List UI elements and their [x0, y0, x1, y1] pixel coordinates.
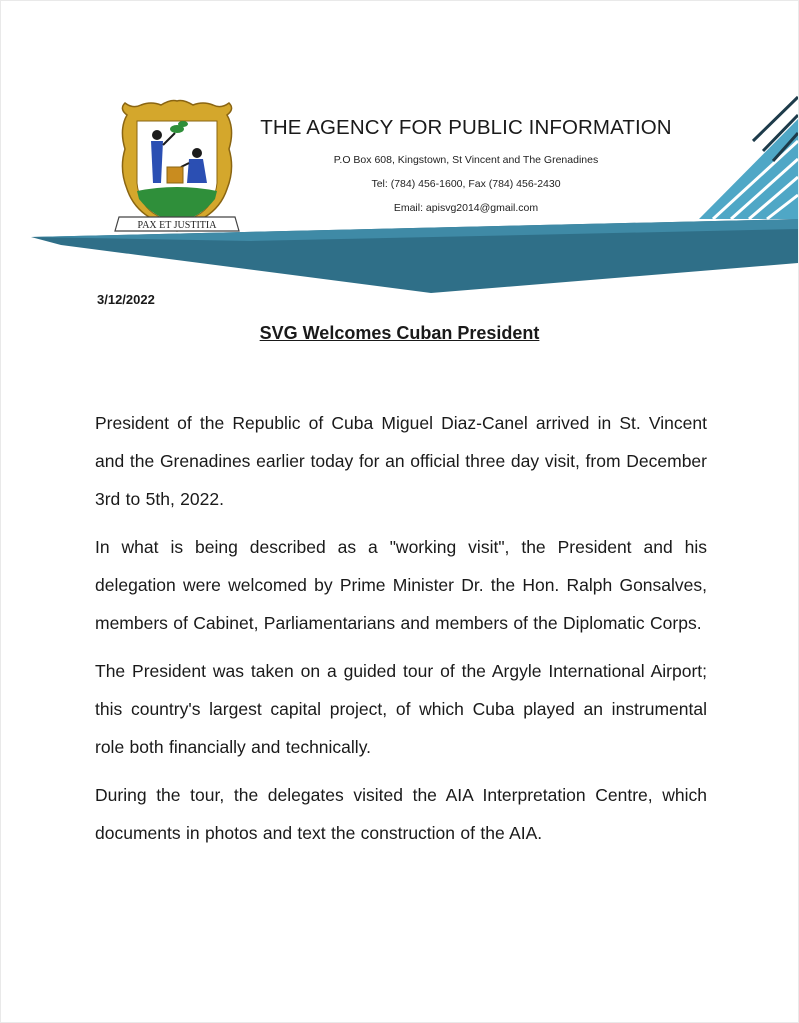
body-paragraph-2: In what is being described as a "working visit", the President and his delegation were welcomed by Prime Minister Dr. the Hon. Ralph Gonsalves, members of Cabinet, Parliamentarians and members of the Diplomatic Corps.: [95, 537, 707, 633]
document-page: [1, 1, 798, 1022]
crest-motto: PAX ET JUSTITIA: [137, 220, 217, 231]
body-paragraph-4: During the tour, the delegates visited the AIA Interpretation Centre, which documents in photos and text the construction of the AIA.: [95, 785, 707, 843]
agency-header: [246, 115, 686, 215]
agency-title: THE AGENCY FOR PUBLIC INFORMATION: [260, 116, 672, 139]
agency-email: Email: apisvg2014@gmail.com: [393, 202, 539, 214]
body-paragraph-3: The President was taken on a guided tour of the Argyle International Airport; this country's largest capital project, of which Cuba played an instrumental role both financially and technically.: [95, 661, 707, 757]
release-title: SVG Welcomes Cuban President: [259, 323, 540, 343]
release-date: 3/12/2022: [97, 292, 155, 307]
body-paragraph-1: President of the Republic of Cuba Miguel Diaz-Canel arrived in St. Vincent and the Grenadines earlier today for an official three day visit, from December 3rd to 5th, 2022.: [95, 413, 707, 509]
crest-altar: [167, 167, 183, 183]
agency-phone: Tel: (784) 456-1600, Fax (784) 456-2430: [371, 178, 561, 190]
release-body: [95, 404, 707, 862]
agency-address: P.O Box 608, Kingstown, St Vincent and The Grenadines: [333, 154, 599, 166]
coat-of-arms-seal: [111, 99, 243, 239]
